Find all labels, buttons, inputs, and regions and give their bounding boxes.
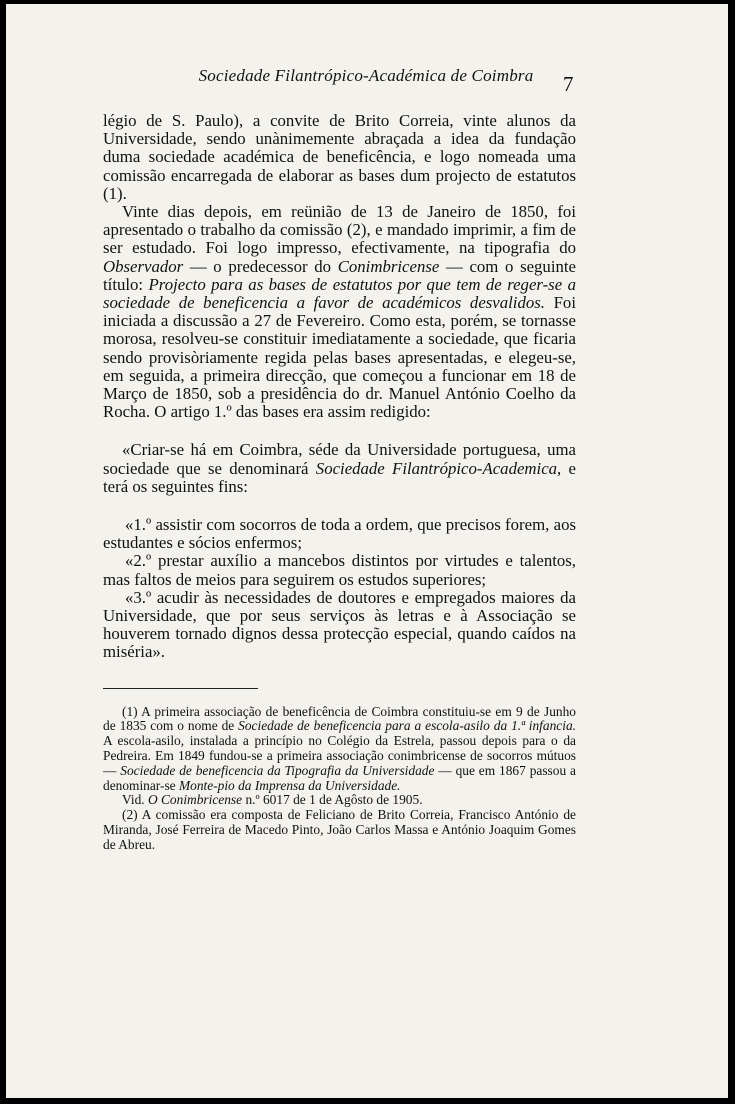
fn1-name-2: Sociedade de beneficencia da Tipografia da Universidade: [120, 762, 435, 778]
quote-paragraph: [103, 441, 576, 496]
footnotes: [103, 705, 576, 853]
list-item-3: «3.º acudir às necessidades de doutores e empregados maiores da Universidade, que por seus serviços às letras e à Associação se houverem tornado dignos dessa protecção especial, quando caídos na miséria».: [103, 587, 576, 662]
quote-text-a: «Criar-se há em Coimbra, séde da Universidade portuguesa, uma sociedade que se denominará: [103, 440, 576, 478]
vid-newspaper: O Conimbricense: [147, 792, 243, 808]
paragraph-1: légio de S. Paulo), a convite de Brito Correia, vinte alunos da Universidade, sendo unànimemente abraçada a idea da fundação duma sociedade académica de beneficência, e logo nomeada uma comissão encarregada de elaborar as bases dum projecto de estatutos (1).: [103, 111, 576, 203]
quote-society-name: Sociedade Filantrópico-Academica,: [315, 458, 562, 478]
p2-conimbricense: Conimbricense: [337, 256, 440, 276]
running-title: Sociedade Filantrópico-Académica de Coimbra: [198, 66, 534, 85]
footnote-2: (2) A comissão era composta de Feliciano de Brito Correia, Francisco António de Miranda, José Ferreira de Macedo Pinto, João Carlos Massa e António Joaquim Gomes de Abreu.: [103, 807, 576, 852]
footnote-divider: [103, 688, 258, 689]
p2-text-c: — com o seguinte título:: [103, 256, 576, 294]
footnote-1: [103, 705, 576, 794]
fn1-name-3: Monte-pio da Imprensa da Universidade.: [178, 777, 401, 793]
list-item-2: «2.º prestar auxílio a mancebos distintos por virtudes e talentos, mas faltos de meios para seguirem os estudos superiores;: [103, 551, 576, 589]
list-item-1: «1.º assistir com socorros de toda a ordem, que precisos forem, aos estudantes e sócios enfermos;: [103, 515, 576, 553]
fn1-text-b: A escola-asilo, instalada a princípio no Colégio da Estrela, passou depois para o da Pedreira. Em 1849 fundou-se a primeira associação conimbricense de socorros mútuos —: [103, 733, 576, 778]
main-text: [103, 112, 576, 853]
fn1-name-1: Sociedade de beneficencia para a escola-asilo da 1.ª infancia.: [238, 718, 576, 734]
page-number: 7: [563, 72, 574, 96]
p2-text-b: — o predecessor do: [183, 256, 338, 276]
fn1-text-c: — que em 1867 passou a denominar-se: [103, 762, 576, 793]
vid-text-a: Vid.: [122, 792, 148, 808]
book-page: [6, 4, 728, 1098]
paragraph-2: [103, 203, 576, 421]
p2-text-d: Foi iniciada a discussão a 27 de Fevereiro. Como esta, porém, se tornasse morosa, resolveu-se constituir imediatamente a sociedade, que ficaria sendo provisòriamente regida pelas bases apresentadas, e elegeu-se, em seguida, a primeira direcção, que começou a funcionar em 18 de Março de 1850, sob a presidência do dr. Manuel António Coelho da Rocha. O artigo 1.º das bases era assim redigido:: [103, 293, 576, 422]
footnote-vid: [103, 793, 576, 808]
quote-text-b: e terá os seguintes fins:: [103, 458, 576, 496]
fn1-text-a: (1) A primeira associação de beneficência de Coimbra constituiu-se em 9 de Junho de 1835 com o nome de: [103, 703, 576, 734]
vid-text-b: n.º 6017 de 1 de Agôsto de 1905.: [242, 792, 423, 808]
p2-text-a: Vinte dias depois, em reünião de 13 de Janeiro de 1850, foi apresentado o trabalho da comissão (2), e mandado imprimir, a fim de ser estudado. Foi logo impresso, efectivamente, na tipografia do: [103, 202, 576, 258]
p2-observador: Observador: [103, 256, 184, 276]
p2-project-title: Projecto para as bases de estatutos por que tem de reger-se a sociedade de beneficencia a favor de académicos desvalidos.: [103, 274, 576, 313]
